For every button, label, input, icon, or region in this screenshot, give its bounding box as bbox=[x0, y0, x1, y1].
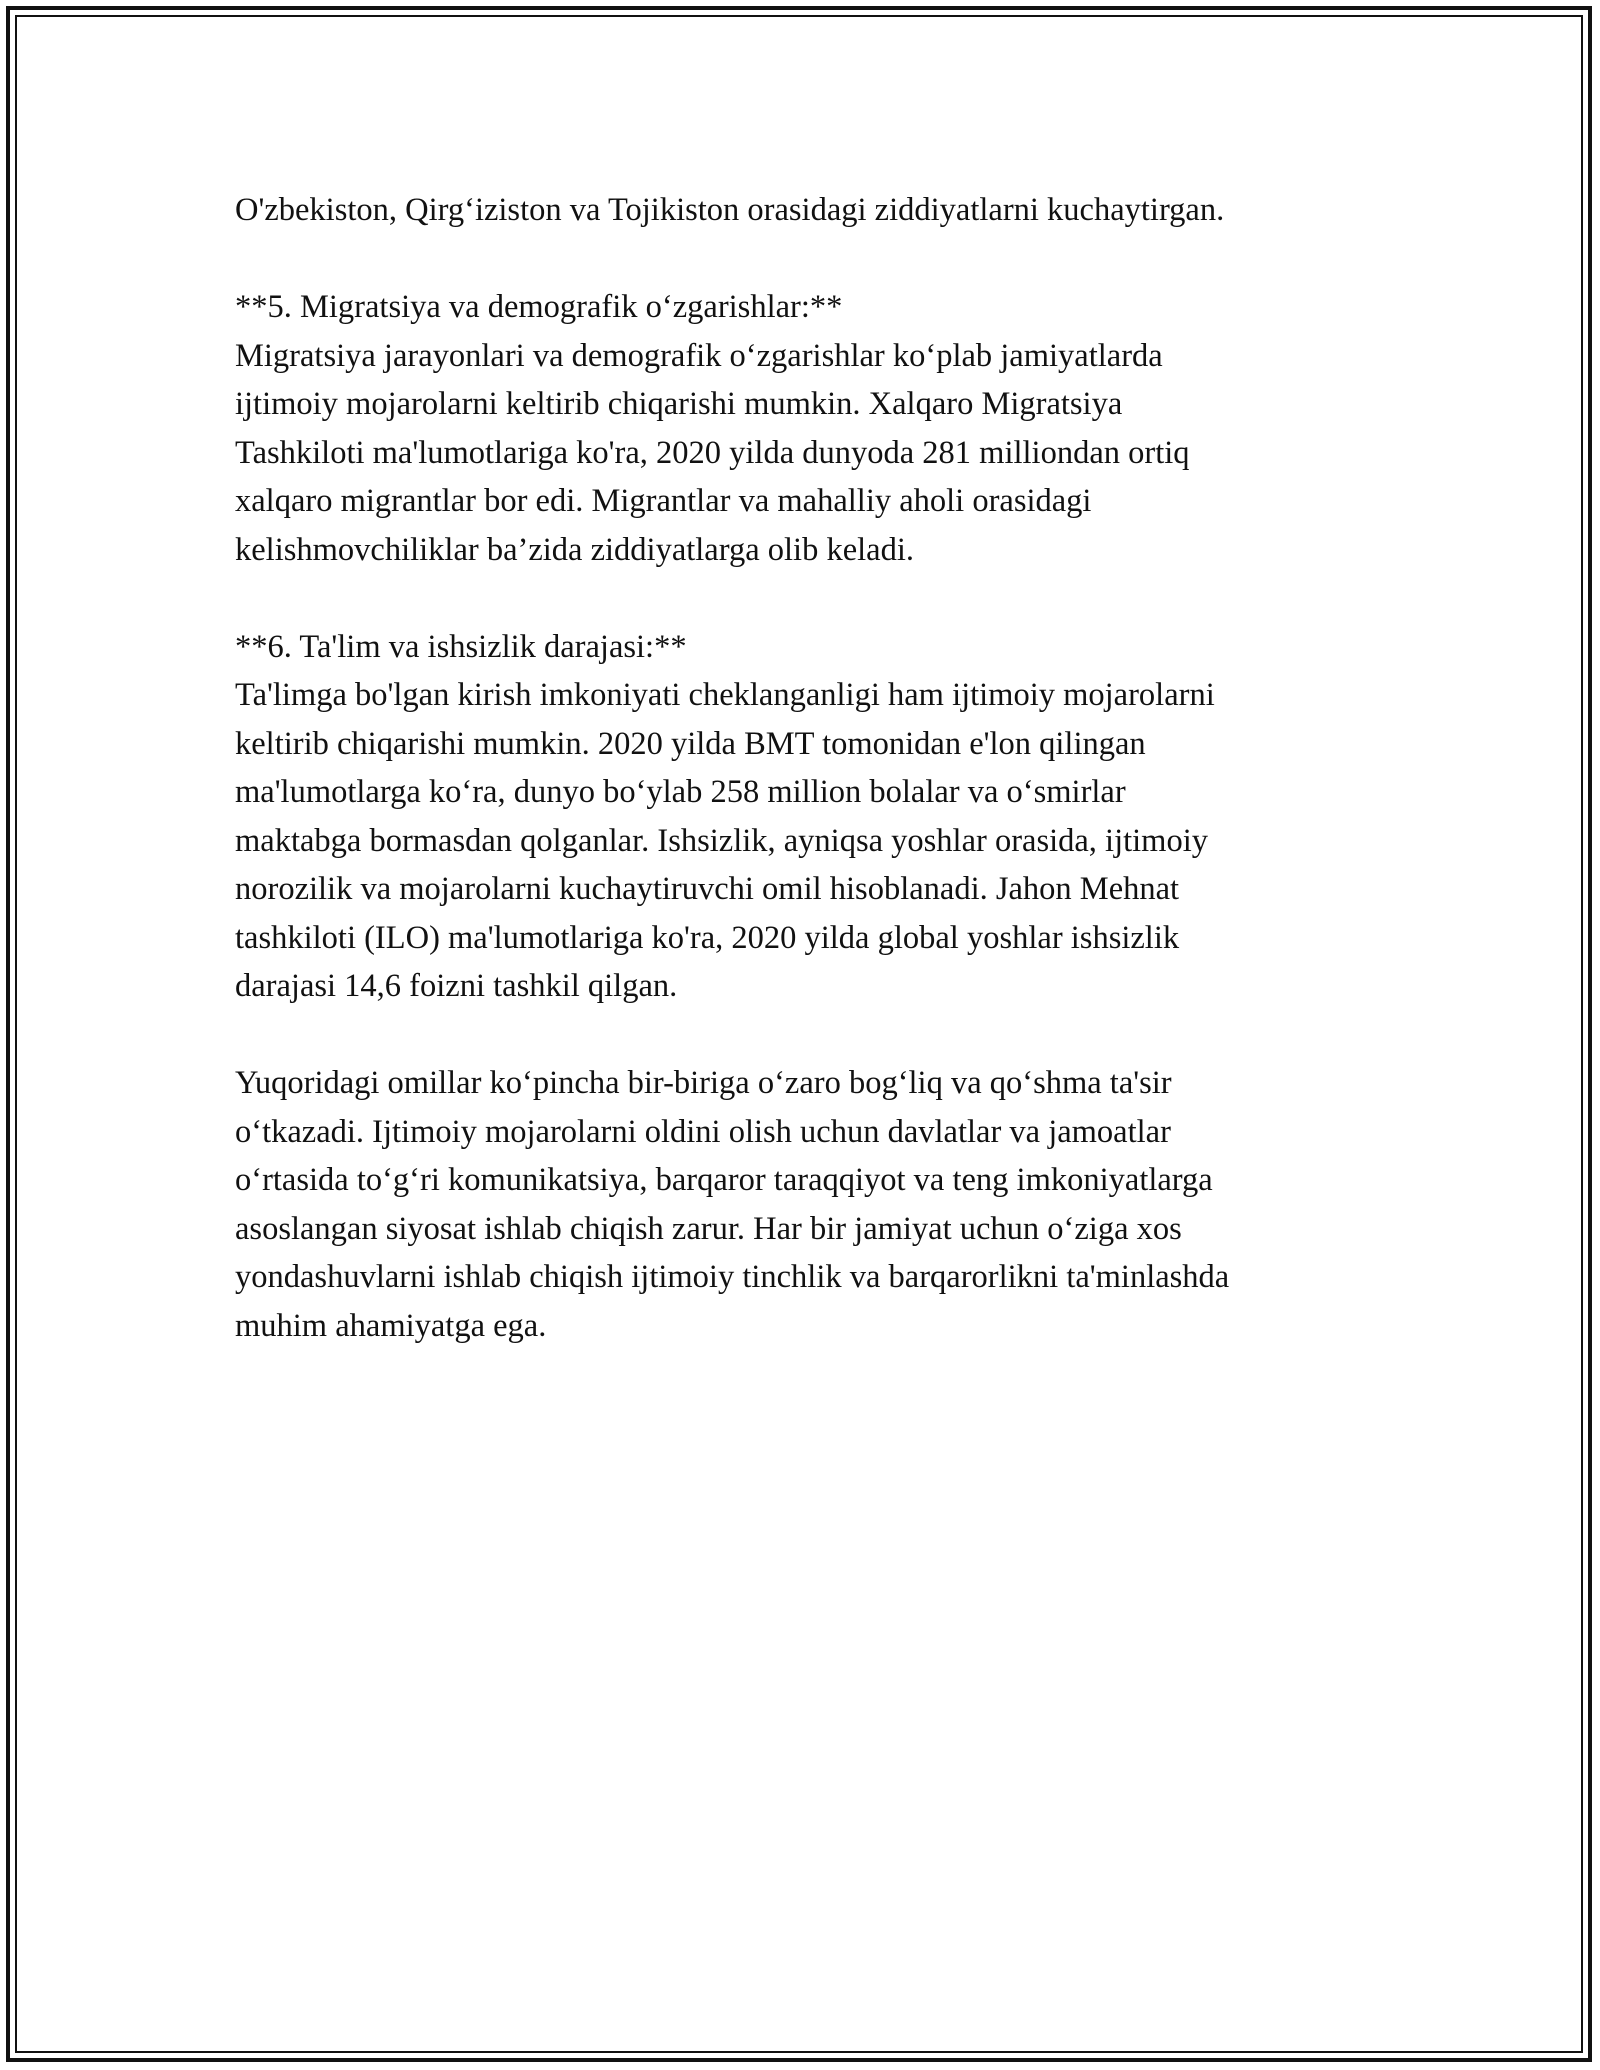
intro-line: O'zbekiston, Qirg‘iziston va Tojikiston orasidagi ziddiyatlarni kuchaytirgan. bbox=[235, 192, 1225, 228]
section-6-line: Ta'limga bo'lgan kirish imkoniyati cheklanganligi ham ijtimoiy mojarolarni bbox=[235, 677, 1215, 713]
section-5-line: Tashkiloti ma'lumotlariga ko'ra, 2020 yilda dunyoda 281 milliondan ortiq bbox=[235, 434, 1190, 471]
conclusion-line: asoslangan siyosat ishlab chiqish zarur. Har bir jamiyat uchun o‘ziga xos bbox=[235, 1210, 1182, 1247]
section-6-line: tashkiloti (ILO) ma'lumotlariga ko'ra, 2020 yilda global yoshlar ishsizlik bbox=[235, 919, 1180, 956]
section-6-line: maktabga bormasdan qolganlar. Ishsizlik, ayniqsa yoshlar orasida, ijtimoiy bbox=[235, 822, 1208, 859]
document-body bbox=[235, 186, 1365, 1350]
section-5-heading: **5. Migratsiya va demografik o‘zgarishlar:** bbox=[235, 289, 843, 325]
section-5-line: kelishmovchiliklar ba’zida ziddiyatlarga olib keladi. bbox=[235, 531, 914, 568]
paragraph-gap bbox=[235, 574, 1365, 623]
section-6-heading: **6. Ta'lim va ishsizlik darajasi:** bbox=[235, 628, 687, 665]
paragraph-gap bbox=[235, 235, 1365, 284]
section-5-line: ijtimoiy mojarolarni keltirib chiqarishi mumkin. Xalqaro Migratsiya bbox=[235, 386, 1123, 422]
conclusion-line: o‘tkazadi. Ijtimoiy mojarolarni oldini olish uchun davlatlar va jamoatlar bbox=[235, 1113, 1171, 1150]
paragraph-gap bbox=[235, 1011, 1365, 1060]
section-6-line: ma'lumotlarga ko‘ra, dunyo bo‘ylab 258 million bolalar va o‘smirlar bbox=[235, 774, 1126, 810]
section-5-line: Migratsiya jarayonlari va demografik o‘zgarishlar ko‘plab jamiyatlarda bbox=[235, 337, 1163, 374]
conclusion-line: muhim ahamiyatga ega. bbox=[235, 1307, 547, 1344]
section-5-line: xalqaro migrantlar bor edi. Migrantlar va mahalliy aholi orasidagi bbox=[235, 483, 1092, 519]
conclusion-line: yondashuvlarni ishlab chiqish ijtimoiy tinchlik va barqarorlikni ta'minlashda bbox=[235, 1259, 1230, 1295]
section-6-line: norozilik va mojarolarni kuchaytiruvchi omil hisoblanadi. Jahon Mehnat bbox=[235, 871, 1180, 907]
section-6-line: keltirib chiqarishi mumkin. 2020 yilda BMT tomonidan e'lon qilingan bbox=[235, 725, 1146, 762]
conclusion-line: o‘rtasida to‘g‘ri komunikatsiya, barqaror taraqqiyot va teng imkoniyatlarga bbox=[235, 1162, 1213, 1198]
conclusion-line: Yuqoridagi omillar ko‘pincha bir-biriga o‘zaro bog‘liq va qo‘shma ta'sir bbox=[235, 1065, 1172, 1101]
section-6-line: darajasi 14,6 foizni tashkil qilgan. bbox=[235, 968, 678, 1004]
